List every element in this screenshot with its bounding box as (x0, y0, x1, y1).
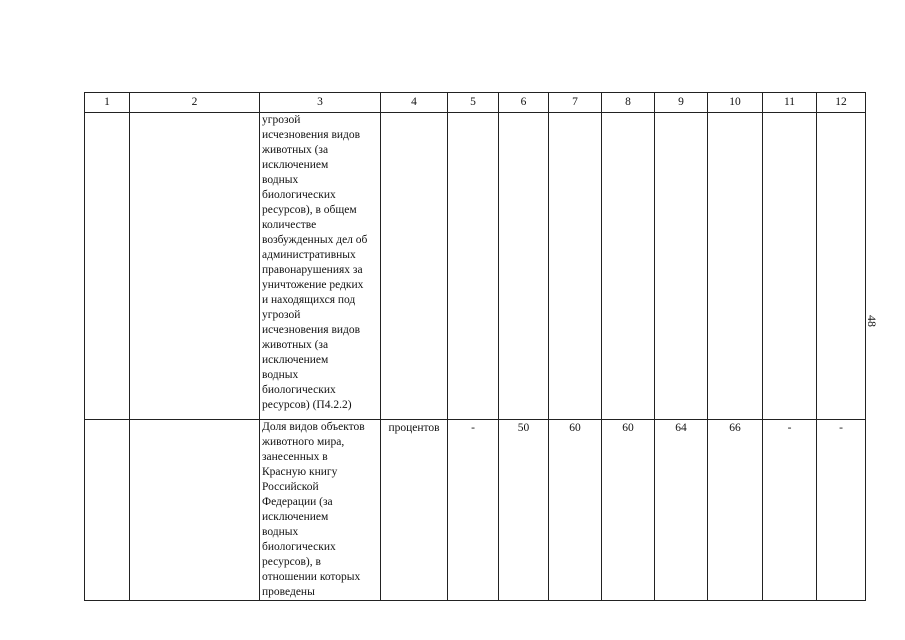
cell-unit: процентов (381, 420, 448, 601)
cell-value: 66 (708, 420, 763, 601)
cell-value (549, 113, 602, 420)
page-number: 48 (865, 315, 879, 327)
cell-value: 64 (655, 420, 708, 601)
table-row (85, 420, 866, 601)
column-number: 7 (549, 93, 602, 113)
cell-number (85, 113, 130, 420)
cell-value (448, 113, 499, 420)
column-number: 8 (602, 93, 655, 113)
column-number: 12 (817, 93, 866, 113)
cell-value: - (448, 420, 499, 601)
cell-indicator-name: Доля видов объектов животного мира, занесенных в Красную книгу Российской Федерации (за исключением водных биологических ресурсов), в отношении которых проведены (260, 420, 381, 601)
cell-unit (381, 113, 448, 420)
column-number: 2 (130, 93, 260, 113)
cell-value (817, 113, 866, 420)
column-number: 9 (655, 93, 708, 113)
cell-indicator-name: угрозой исчезновения видов животных (за исключением водных биологических ресурсов), в общем количестве возбужденных дел об административных правонарушениях за уничтожение редких и находящихся под угрозой исчезновения видов животных (за исключением водных биологических ресурсов) (П4.2.2) (260, 113, 381, 420)
cell-value: - (817, 420, 866, 601)
column-number-row (85, 93, 866, 113)
column-number: 6 (499, 93, 549, 113)
cell-value: 60 (602, 420, 655, 601)
cell-value (763, 113, 817, 420)
column-number: 5 (448, 93, 499, 113)
cell-value (499, 113, 549, 420)
column-number: 11 (763, 93, 817, 113)
indicators-table (84, 92, 866, 601)
column-number: 4 (381, 93, 448, 113)
column-number: 3 (260, 93, 381, 113)
cell-value: 60 (549, 420, 602, 601)
column-number: 10 (708, 93, 763, 113)
cell-value: - (763, 420, 817, 601)
cell-value (708, 113, 763, 420)
cell-number (85, 420, 130, 601)
table-row (85, 113, 866, 420)
column-number: 1 (85, 93, 130, 113)
cell-program (130, 113, 260, 420)
cell-value (655, 113, 708, 420)
cell-value (602, 113, 655, 420)
cell-program (130, 420, 260, 601)
cell-value: 50 (499, 420, 549, 601)
